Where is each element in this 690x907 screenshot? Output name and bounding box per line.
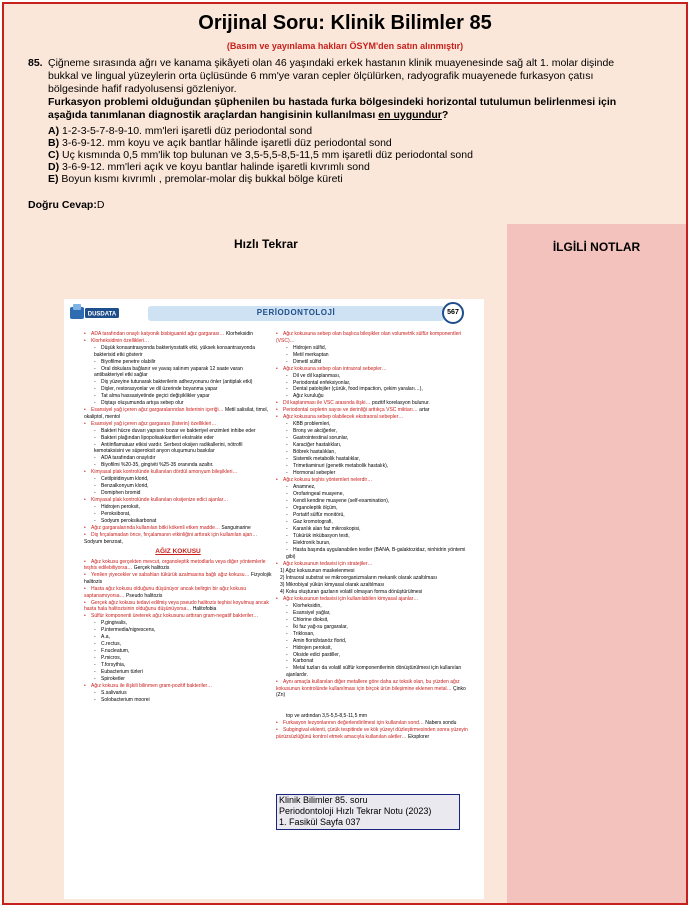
note-subitem: - Bronş ve akciğerler, [286, 428, 337, 435]
note-subitem: - Bakteri plağından lipopolisakkaritleri ekstrakte eder [94, 434, 214, 441]
option-text: 1-2-3-5-7-8-9-10. mm'leri işaretli düz periodontal sond [62, 125, 313, 137]
section-heading: AĞIZ KOKUSU [155, 548, 201, 556]
dusdata-logo [70, 303, 120, 323]
page-number: 567 [442, 302, 464, 324]
note-question: Ağız kokusunun tedavisi için kullanılabilen kimyasal ajanlar… [283, 595, 419, 602]
note-subitem: - Antiinflamatuar etkisi vardır. Serbest oksijen radikallerini, nötrofil kemotaksisini ve süperoksit anyon oluşumunu baskılar [94, 441, 243, 455]
note-subitem-text: Metal tuzları da volatil sülfür komponentlerinin dönüştürülmesi için kullanılan ajanlardır. [286, 665, 462, 679]
page-header [64, 299, 484, 329]
note-subitem-text: S.salivarius [101, 689, 127, 696]
note-item: • Esansiyel yağ içeren ağız gargarası (listerin) özellikleri… [84, 420, 217, 427]
review-heading: Hızlı Tekrar [234, 237, 298, 251]
note-subitem: - Okside edici pastiller, [286, 651, 340, 658]
correct-answer [28, 199, 104, 211]
note-subitem-text: Orofaringeal muayene, [293, 491, 344, 498]
note-subitem-text: Gaz kromotografi, [293, 519, 333, 526]
note-subitem: - Gaz kromotografi, [286, 519, 333, 526]
note-subitem: - Portatif sülfür monitörü, [286, 512, 345, 519]
option-text: 3-6-9-12. mm koyu ve açık bantlar hâlinde işaretli düz periodontal sond [62, 137, 392, 149]
note-subitem: - Hasta başında uygulanabilen testler (BANA, B-galaktozidaz, ninhidrin yöntemi gibi) [286, 547, 466, 560]
note-subitem: - Tükürük inkübasyon testi, [286, 533, 350, 540]
note-line: 4) Koku oluşturan gazların volatil olmayan forma dönüştürülmesi [280, 588, 423, 595]
note-subitem-text: Solobacterium moorei [101, 696, 150, 703]
note-subitem: - Karanlık alan faz mikroskopisi, [286, 526, 361, 533]
note-subitem-text: Düşük konsantrasyonda bakteriyostatik etki, yüksek konsantrasyonda bakterisid etki gösterir [94, 344, 255, 358]
note-subitem: - Chlorine dioksit, [286, 616, 329, 623]
note-item: • Sülfür komponenti üreterek ağız kokusunu arttıran gram-negatif bakteriler… [84, 613, 259, 620]
option-1 [48, 137, 648, 149]
question-number: 85. [28, 57, 43, 69]
note-question: Esansiyel yağ içeren ağız gargaralarından listerinin içeriği… [91, 407, 224, 414]
note-item: • Ağız kokusu teşhis yöntemleri nelerdir… [276, 477, 373, 484]
note-answer: artar [419, 407, 430, 414]
note-question: Periodontal ceplerin sayısı ve derinliği arttıkça VSC miktarı… [283, 407, 418, 414]
note-subitem-text: Portatif sülfür monitörü, [293, 512, 345, 519]
note-subitem-text: Chlorine dioksit, [293, 616, 329, 623]
note-subitem: - Domiphen bromid [94, 490, 141, 497]
note-answer: Sodyum benzoat, [84, 538, 123, 545]
option-letter: D) [48, 161, 60, 173]
note-subitem-text: Sistemik metabolik hastalıklar, [293, 456, 360, 463]
note-subitem-text: Ağız kuruluğu [293, 393, 324, 400]
note-question: Gerçek ağız kokusu tedavi edilmiş veya pseudo halitozis teşhisi koyulmuş ancak hasta hala halitozisinin olduğunu düşünüyorsa… [84, 599, 269, 613]
note-subitem-text: Periodontal enfeksiyonlar, [293, 379, 351, 386]
note-question: Subgingival eklenti, çürük tespitinde ve kök yüzeyi düzleştirmesinden sonra yüzeyin pürüzsüzlüğünü kontrol etmek amacıyla kullanılan aletler… [276, 727, 468, 740]
notes-panel [507, 224, 686, 905]
note-subitem: - T.forsythia, [94, 661, 126, 668]
notes-heading: İLGİLİ NOTLAR [552, 240, 641, 254]
note-subitem-text: Hidrojen sülfid, [293, 344, 327, 351]
note-subitem: - Esansiyel yağlar, [286, 609, 331, 616]
note-subitem-text: Gastrointestinal sorunlar, [293, 435, 349, 442]
note-subitem-text: P.gingivalis, [101, 620, 128, 627]
note-line: top ve ardından 3,5-5,5-8,5-11,5 mm [286, 713, 368, 720]
note-subitem: - Trimetiaminuri (genetik metabolik hastalık), [286, 463, 389, 470]
note-question: Ağız kokusu ile ilişkili bilinmen gram-pozitif bakteriler… [91, 682, 213, 689]
note-subitem: - C.rectus, [94, 641, 122, 648]
note-item: • Ağız gargaralarında kullanılan bitki kökenli etken madde… Sanguinarine [84, 525, 251, 531]
note-item: • Aynı amaçla kullanılan diğer metallere göre daha az toksik olan, bu yüzden ağız kokusunun kontrolünde kullanılması için birçok ürün bileşimine eklenen metal… Çinko (Zn) [276, 679, 466, 699]
note-subitem-text: Spiroketler [101, 675, 125, 682]
note-subitem: - Dişler, restorasyonlar ve dil üzerinde boyanma yapar [94, 386, 218, 393]
note-item: • Ağız kokusu gerçekten mevcut, organoleptik metodlarla veya diğer yöntemlerle teşhis edilebiliyorsa… Gerçek halitozis [84, 558, 266, 572]
note-subitem-text: Hasta başında uygulanabilen testler (BANA, B-galaktozidaz, ninhidrin yöntemi gibi) [286, 547, 466, 560]
note-question: Sülfür komponenti üreterek ağız kokusunu arttıran gram-negatif bakteriler… [91, 613, 259, 620]
note-subitem-text: Dişler, restorasyonlar ve dil üzerinde boyanma yapar [101, 386, 218, 393]
note-subitem-text: Amin florid/stanöz florid, [293, 637, 347, 644]
note-line: 2) İntraoral substrat ve mikroorganizmaların mekanik olarak azaltılması [280, 574, 438, 581]
note-subitem-text: Anamnez, [293, 484, 316, 491]
note-subitem-text: Eubacterium türleri [101, 668, 143, 675]
note-item: • Ağız kokusuna sebep olan başlıca bileşikler olan volumetrik sülfür komponentleri (VSC)… [276, 331, 462, 344]
note-answer: Eksplorer [408, 733, 430, 740]
note-subitem-text: KBB problemleri, [293, 421, 331, 428]
note-question: Ağız kokusuna sebep olan intraoral sebepler… [283, 365, 387, 372]
note-subitem-text: ADA tarafından onaylıdır [101, 455, 156, 462]
note-subitem: - Tat alma hassasiyetinde geçici değişiklikler yapar [94, 393, 210, 400]
note-subitem-text: Cetilpiridinyum klorid, [101, 476, 149, 483]
note-subitem: - Anamnez, [286, 484, 316, 491]
note-subitem: - Kendi kendine muayene (self-examination), [286, 498, 390, 505]
note-subitem: - P.micros, [94, 654, 122, 661]
note-subitem-text: F.nucleatum, [101, 648, 130, 654]
note-subitem: - ADA tarafından onaylıdır [94, 455, 156, 462]
note-subitem: - Karbonat [286, 658, 314, 665]
note-item: • Ağız kokusuna sebep olabilecek ekstraoral sebepler… [276, 414, 404, 421]
note-subitem: - Diş yüzeyine tutunarak bakterilerin adhezyonunu önler (antiplak etki) [94, 379, 253, 386]
section-title: PERİODONTOLOJİ [256, 308, 336, 317]
note-subitem-text: Tükürük inkübasyon testi, [293, 533, 350, 540]
logo-text: DUSDATA [87, 311, 117, 318]
note-question: ADA tarafından onaylı katyonik bisbiguanid ağız gargarası… [91, 331, 225, 337]
note-subitem-text: T.forsythia, [101, 661, 126, 668]
note-question: Klorheksidinin özellikleri… [91, 337, 150, 344]
note-question: Esansiyel yağ içeren ağız gargarası (listerin) özellikleri… [91, 420, 217, 427]
page-right-column [276, 331, 474, 741]
note-subitem-text: İki faz yağ-su gargaralar, [293, 623, 348, 630]
note-item: • Periodontal ceplerin sayısı ve derinliği arttıkça VSC miktarı… artar [276, 407, 430, 414]
note-subitem: - Diştaşı oluşumunda artışa sebep olur [94, 400, 184, 407]
note-subitem: - Dental patolojiler (çürük, food impaction, çekim yaraları…), [286, 386, 423, 393]
copyright-notice: (Basım ve yayınlama hakları ÖSYM'den satın alınmıştır) [226, 41, 464, 51]
note-question: Diş fırçalamadan önce, fırçalamanın etkinliğini arttırak için kullanılan ajan… [91, 531, 258, 538]
note-answer: pozitif korelasyon bulunur. [371, 400, 430, 407]
note-subitem-text: Peroksiborat, [101, 511, 131, 518]
note-subitem-text: Biyofilmi %20-35, gingiviti %25-35 oranında azaltır. [101, 462, 214, 469]
option-letter: E) [48, 173, 59, 185]
note-question: Ağız kokusu teşhis yöntemleri nelerdir… [283, 477, 373, 484]
note-answer: Metil salisilat, timol, okaliptol, mentol [84, 407, 269, 420]
note-subitem-text: Esansiyel yağlar, [293, 609, 331, 616]
note-subitem: - Metal tuzları da volatil sülfür komponentlerinin dönüştürülmesi için kullanılan ajanlardır. [286, 665, 462, 679]
note-subitem-text: Hormonal sebepler [293, 470, 336, 477]
note-subitem: - Düşük konsantrasyonda bakteriyostatik etki, yüksek konsantrasyonda bakterisid etki gösterir [94, 344, 255, 358]
note-answer: Fizyolojik halitozis [84, 572, 272, 585]
note-item: • Kimyasal plak kontrolünde kullanılan dördül amonyum bileşikleri… [84, 469, 238, 476]
note-subitem-text: Diş yüzeyine tutunarak bakterilerin adhezyonunu önler (antiplak etki) [101, 379, 253, 386]
question-underlined: en uygundur [378, 109, 442, 121]
note-subitem: - Organoleptik ölçüm, [286, 505, 338, 512]
note-subitem: - Dimetil sülfid [286, 358, 322, 365]
note-subitem-text: A.a, [101, 634, 110, 641]
note-item: • Hasta ağız kokusu olduğunu düşünüyor ancak belirgin bir ağız kokusu saptanamıyorsa… Pseudo halitozis [84, 585, 247, 599]
option-letter: A) [48, 125, 60, 137]
note-subitem: - Hidrojen peroksit, [286, 644, 332, 651]
note-subitem-text: Benzalkonyum klorid, [101, 483, 149, 490]
note-question: Ağız kokusunun tedavisi için stratejiler… [283, 560, 373, 567]
note-question: Ağız kokusu gerçekten mevcut, organoleptik metodlarla veya diğer yöntemlerle teşhis edilebiliyorsa… [84, 558, 266, 572]
note-subitem: - Eubacterium türleri [94, 668, 143, 675]
question-text [48, 57, 633, 122]
note-subitem: - P.gingivalis, [94, 620, 128, 627]
note-subitem: - Benzalkonyum klorid, [94, 483, 149, 490]
note-subitem-text: Karaciğer hastalıkları, [293, 442, 342, 449]
answer-label: Doğru Cevap: [28, 199, 97, 211]
note-subitem: - F.nucleatum, [94, 648, 130, 654]
source-line-1: Klinik Bilimler 85. soru [279, 795, 368, 805]
option-3 [48, 161, 648, 173]
option-text: Uç kısmında 0,5 mm'lik top bulunan ve 3,5-5,5-8,5-11,5 mm işaretli düz periodontal sond [62, 149, 473, 161]
note-item: • Klorheksidinin özellikleri… [84, 337, 150, 344]
note-question: Furkasyon lezyonlarının değerlendirilmesi için kullanılan sond… [283, 720, 424, 727]
note-subitem-text: Bakteri hücre duvarı yapısını bozar ve bakteriyel enzimleri inhibe eder [101, 427, 256, 434]
note-answer: Klorheksidin [225, 331, 254, 337]
note-answer: Gerçek halitozis [133, 565, 170, 572]
note-subitem: - Dil ve dil kaplanması, [286, 372, 341, 379]
note-subitem-text: Organoleptik ölçüm, [293, 505, 338, 512]
note-subitem-text: Kendi kendine muayene (self-examination), [293, 498, 390, 505]
note-question: Yenilen yiyecekler ve sabahları tükürük azalmasına bağlı ağız kokusu… [91, 572, 250, 579]
note-subitem-text: Dental patolojiler (çürük, food impaction, çekim yaraları…), [293, 386, 423, 393]
note-item: • Esansiyel yağ içeren ağız gargaralarından listerinin içeriği… Metil salisilat, timol, okaliptol, mentol [84, 407, 269, 420]
note-question: Dil kaplanması ile VSC arasında ilişki… [283, 400, 371, 407]
option-text: Boyun kısmı kıvrımlı , premolar-molar diş bukkal bölge küreti [61, 173, 343, 185]
note-subitem-text: Karbonat [293, 658, 314, 665]
note-subitem: - A.a, [94, 634, 110, 641]
note-subitem: - Klorheksidin, [286, 602, 322, 609]
note-subitem-text: Tat alma hassasiyetinde geçici değişiklikler yapar [101, 393, 210, 400]
question-bold: Furkasyon problemi olduğundan şüphenilen bu hastada furka bölgesindeki horizontal tutulumun belirlenmesi için aşağıda tanımlanan diagnostik araçlardan hangisinin kullanılması [48, 96, 617, 121]
note-subitem: - P.intermedia/nigrescens, [94, 627, 156, 634]
note-subitem-text: Bronş ve akciğerler, [293, 428, 337, 435]
note-subitem: - S.salivarius [94, 689, 127, 696]
note-subitem: - Hidrojen sülfid, [286, 344, 327, 351]
note-subitem: - Oral dokulara bağlanır ve yavaş salınım yaparak 12 saate varan antibakteriyel etki sağlar [94, 365, 243, 379]
note-subitem-text: Böbrek hastalıkları, [293, 449, 336, 456]
note-subitem-text: C.rectus, [101, 641, 122, 648]
note-subitem: - Sistemik metabolik hastalıklar, [286, 456, 360, 463]
answer-value: D [96, 199, 105, 211]
note-subitem-text: P.intermedia/nigrescens, [101, 627, 156, 634]
note-line: 1) Ağız kokusunun maskelenmesi [280, 567, 355, 574]
note-subitem-text: Diştaşı oluşumunda artışa sebep olur [101, 400, 184, 407]
note-subitem: - Hormonal sebepler [286, 470, 336, 477]
note-item: • ADA tarafından onaylı katyonik bisbiguanid ağız gargarası… Klorheksidin [84, 331, 254, 337]
note-question: Aynı amaçla kullanılan diğer metallere göre daha az toksik olan, bu yüzden ağız kokusunun kontrolünde kullanılması için birçok ürün bileşimine eklenen metal… [276, 679, 460, 692]
note-answer: Halitofobia [192, 606, 217, 613]
note-subitem-text: Domiphen bromid [101, 490, 141, 497]
note-subitem-text: Bakteri plağından lipopolisakkaritleri ekstrakte eder [101, 434, 214, 441]
option-4 [48, 173, 648, 185]
note-subitem: - Elektronik burun, [286, 540, 331, 547]
note-subitem-text: Okside edici pastiller, [293, 651, 340, 658]
note-item: • Ağız kokusunun tedavisi için stratejiler… [276, 560, 373, 567]
note-subitem: - Ağız kuruluğu [286, 393, 324, 400]
note-question: Ağız gargaralarında kullanılan bitki kökenli etken madde… [91, 525, 220, 531]
note-subitem: - Triklosan, [286, 630, 315, 637]
note-subitem: - Cetilpiridinyum klorid, [94, 476, 149, 483]
note-subitem-text: P.micros, [101, 654, 122, 661]
note-question: Kimyasal plak kontrolünde kullanılan dördül amonyum bileşikleri… [91, 469, 238, 476]
question-end: ? [441, 109, 449, 121]
option-text: 3-6-9-12. mm'leri açık ve koyu bantlar halinde işaretli kıvrımlı sond [62, 161, 370, 173]
section-band [148, 306, 444, 321]
option-0 [48, 125, 648, 137]
note-question: Ağız kokusuna sebep olabilecek ekstraoral sebepler… [283, 414, 404, 421]
note-subitem: - Böbrek hastalıkları, [286, 449, 336, 456]
note-item: • Kimyasal plak kontrolünde kullanılan oksijenize edici ajanlar… [84, 497, 229, 504]
note-item: • Ağız kokusunun tedavisi için kullanılabilen kimyasal ajanlar… [276, 595, 419, 602]
document-frame [2, 2, 688, 905]
note-item: • Furkasyon lezyonlarının değerlendirilmesi için kullanılan sond… Nabers sondu [276, 720, 457, 727]
note-subitem-text: Dimetil sülfid [293, 358, 322, 365]
note-subitem-text: Biyofilme penetre olabilir [101, 358, 156, 365]
note-subitem-text: Sodyum peroksikarbonat [101, 518, 157, 525]
note-subitem: - KBB problemleri, [286, 421, 331, 428]
note-subitem-text: Hidrojen peroksit, [293, 644, 332, 651]
note-subitem: - Bakteri hücre duvarı yapısını bozar ve bakteriyel enzimleri inhibe eder [94, 427, 256, 434]
note-answer: Nabers sondu [425, 720, 457, 727]
note-item: • Ağız kokusuna sebep olan intraoral sebepler… [276, 365, 387, 372]
note-item: • Dil kaplanması ile VSC arasında ilişki… pozitif korelasyon bulunur. [276, 400, 430, 407]
note-subitem-text: Elektronik burun, [293, 540, 331, 547]
option-2 [48, 149, 648, 161]
note-subitem: - Hidrojen peroksit, [94, 504, 140, 511]
note-item: • Gerçek ağız kokusu tedavi edilmiş veya pseudo halitozis teşhisi koyulmuş ancak hasta hala halitozisinin olduğunu düşünüyorsa… Halitofobia [84, 599, 269, 613]
note-subitem: - Spiroketler [94, 675, 125, 682]
note-item: • Yenilen yiyecekler ve sabahları tükürük azalmasına bağlı ağız kokusu… Fizyolojik halitozis [84, 572, 272, 585]
note-subitem: - Karaciğer hastalıkları, [286, 442, 342, 449]
source-reference-box [276, 794, 460, 830]
note-subitem-text: Triklosan, [293, 630, 315, 637]
note-question: Kimyasal plak kontrolünde kullanılan oksijenize edici ajanlar… [91, 497, 229, 504]
source-line-2: Periodontoloji Hızlı Tekrar Notu (2023) [279, 806, 432, 816]
note-question: Hasta ağız kokusu olduğunu düşünüyor ancak belirgin bir ağız kokusu saptanamıyorsa… [84, 585, 247, 599]
note-subitem: - Amin florid/stanöz florid, [286, 637, 347, 644]
note-subitem-text: Oral dokulara bağlanır ve yavaş salınım yaparak 12 saate varan antibakteriyel etki sağlar [94, 365, 243, 379]
note-subitem-text: Antiinflamatuar etkisi vardır. Serbest oksijen radikallerini, nötrofil kemotaksisini ve süperoksit anyon oluşumunu baskılar [94, 441, 243, 455]
note-item: • Diş fırçalamadan önce, fırçalamanın etkinliğini arttırak için kullanılan ajan… Sodyum benzoat, [84, 531, 258, 545]
note-subitem-text: Trimetiaminuri (genetik metabolik hastalık), [293, 463, 389, 470]
note-subitem-text: Klorheksidin, [293, 602, 322, 609]
note-question: Ağız kokusuna sebep olan başlıca bileşikler olan volumetrik sülfür komponentleri (VSC)… [276, 331, 462, 344]
note-line: 3) Mikrobiyal yükün kimyasal olarak azaltılması [280, 581, 385, 588]
note-subitem: - Gastrointestinal sorunlar, [286, 435, 349, 442]
page-left-column [84, 331, 272, 704]
answer-options [48, 125, 648, 185]
note-answer: Pseudo halitozis [125, 592, 163, 599]
note-subitem-text: Dil ve dil kaplanması, [293, 372, 341, 379]
note-subitem-text: Karanlık alan faz mikroskopisi, [293, 526, 361, 533]
note-subitem: - Metil merkaptan [286, 351, 329, 358]
note-answer: Sanguinarine [221, 525, 251, 531]
note-item: • Ağız kokusu ile ilişkili bilinmen gram-pozitif bakteriler… [84, 682, 213, 689]
option-letter: C) [48, 149, 60, 161]
note-subitem: - Biyofilme penetre olabilir [94, 358, 156, 365]
question-stem: Çiğneme sırasında ağrı ve kanama şikâyeti olan 46 yaşındaki erkek hastanın klinik muayenesinde sağ alt 1. molar dişinde bukkal ve lingual yüzeylerin orta üçlüsünde 6 mm'ye varan cepler ölçülürken, radyografik muayenede furkasyon çatısı bölgesinde hafif radyolusensi gözleniyor. [48, 57, 615, 95]
note-answer: Çinko (Zn) [276, 685, 466, 699]
note-item: • Subgingival eklenti, çürük tespitinde ve kök yüzeyi düzleştirmesinden sonra yüzeyin pürüzsüzlüğünü kontrol etmek amacıyla kullanılan aletler… Eksplorer [276, 727, 468, 740]
note-subitem: - Solobacterium moorei [94, 696, 150, 703]
note-subitem: - Orofaringeal muayene, [286, 491, 344, 498]
note-subitem: - Sodyum peroksikarbonat [94, 518, 157, 525]
option-letter: B) [48, 137, 60, 149]
page-title: Orijinal Soru: Klinik Bilimler 85 [198, 12, 492, 34]
note-subitem: - İki faz yağ-su gargaralar, [286, 623, 348, 630]
note-subitem: - Biyofilmi %20-35, gingiviti %25-35 oranında azaltır. [94, 462, 214, 469]
note-subitem-text: Hidrojen peroksit, [101, 504, 140, 511]
note-subitem: - Peroksiborat, [94, 511, 131, 518]
note-subitem: - Periodontal enfeksiyonlar, [286, 379, 351, 386]
note-subitem-text: Metil merkaptan [293, 351, 329, 358]
source-line-3: 1. Fasikül Sayfa 037 [279, 817, 361, 827]
